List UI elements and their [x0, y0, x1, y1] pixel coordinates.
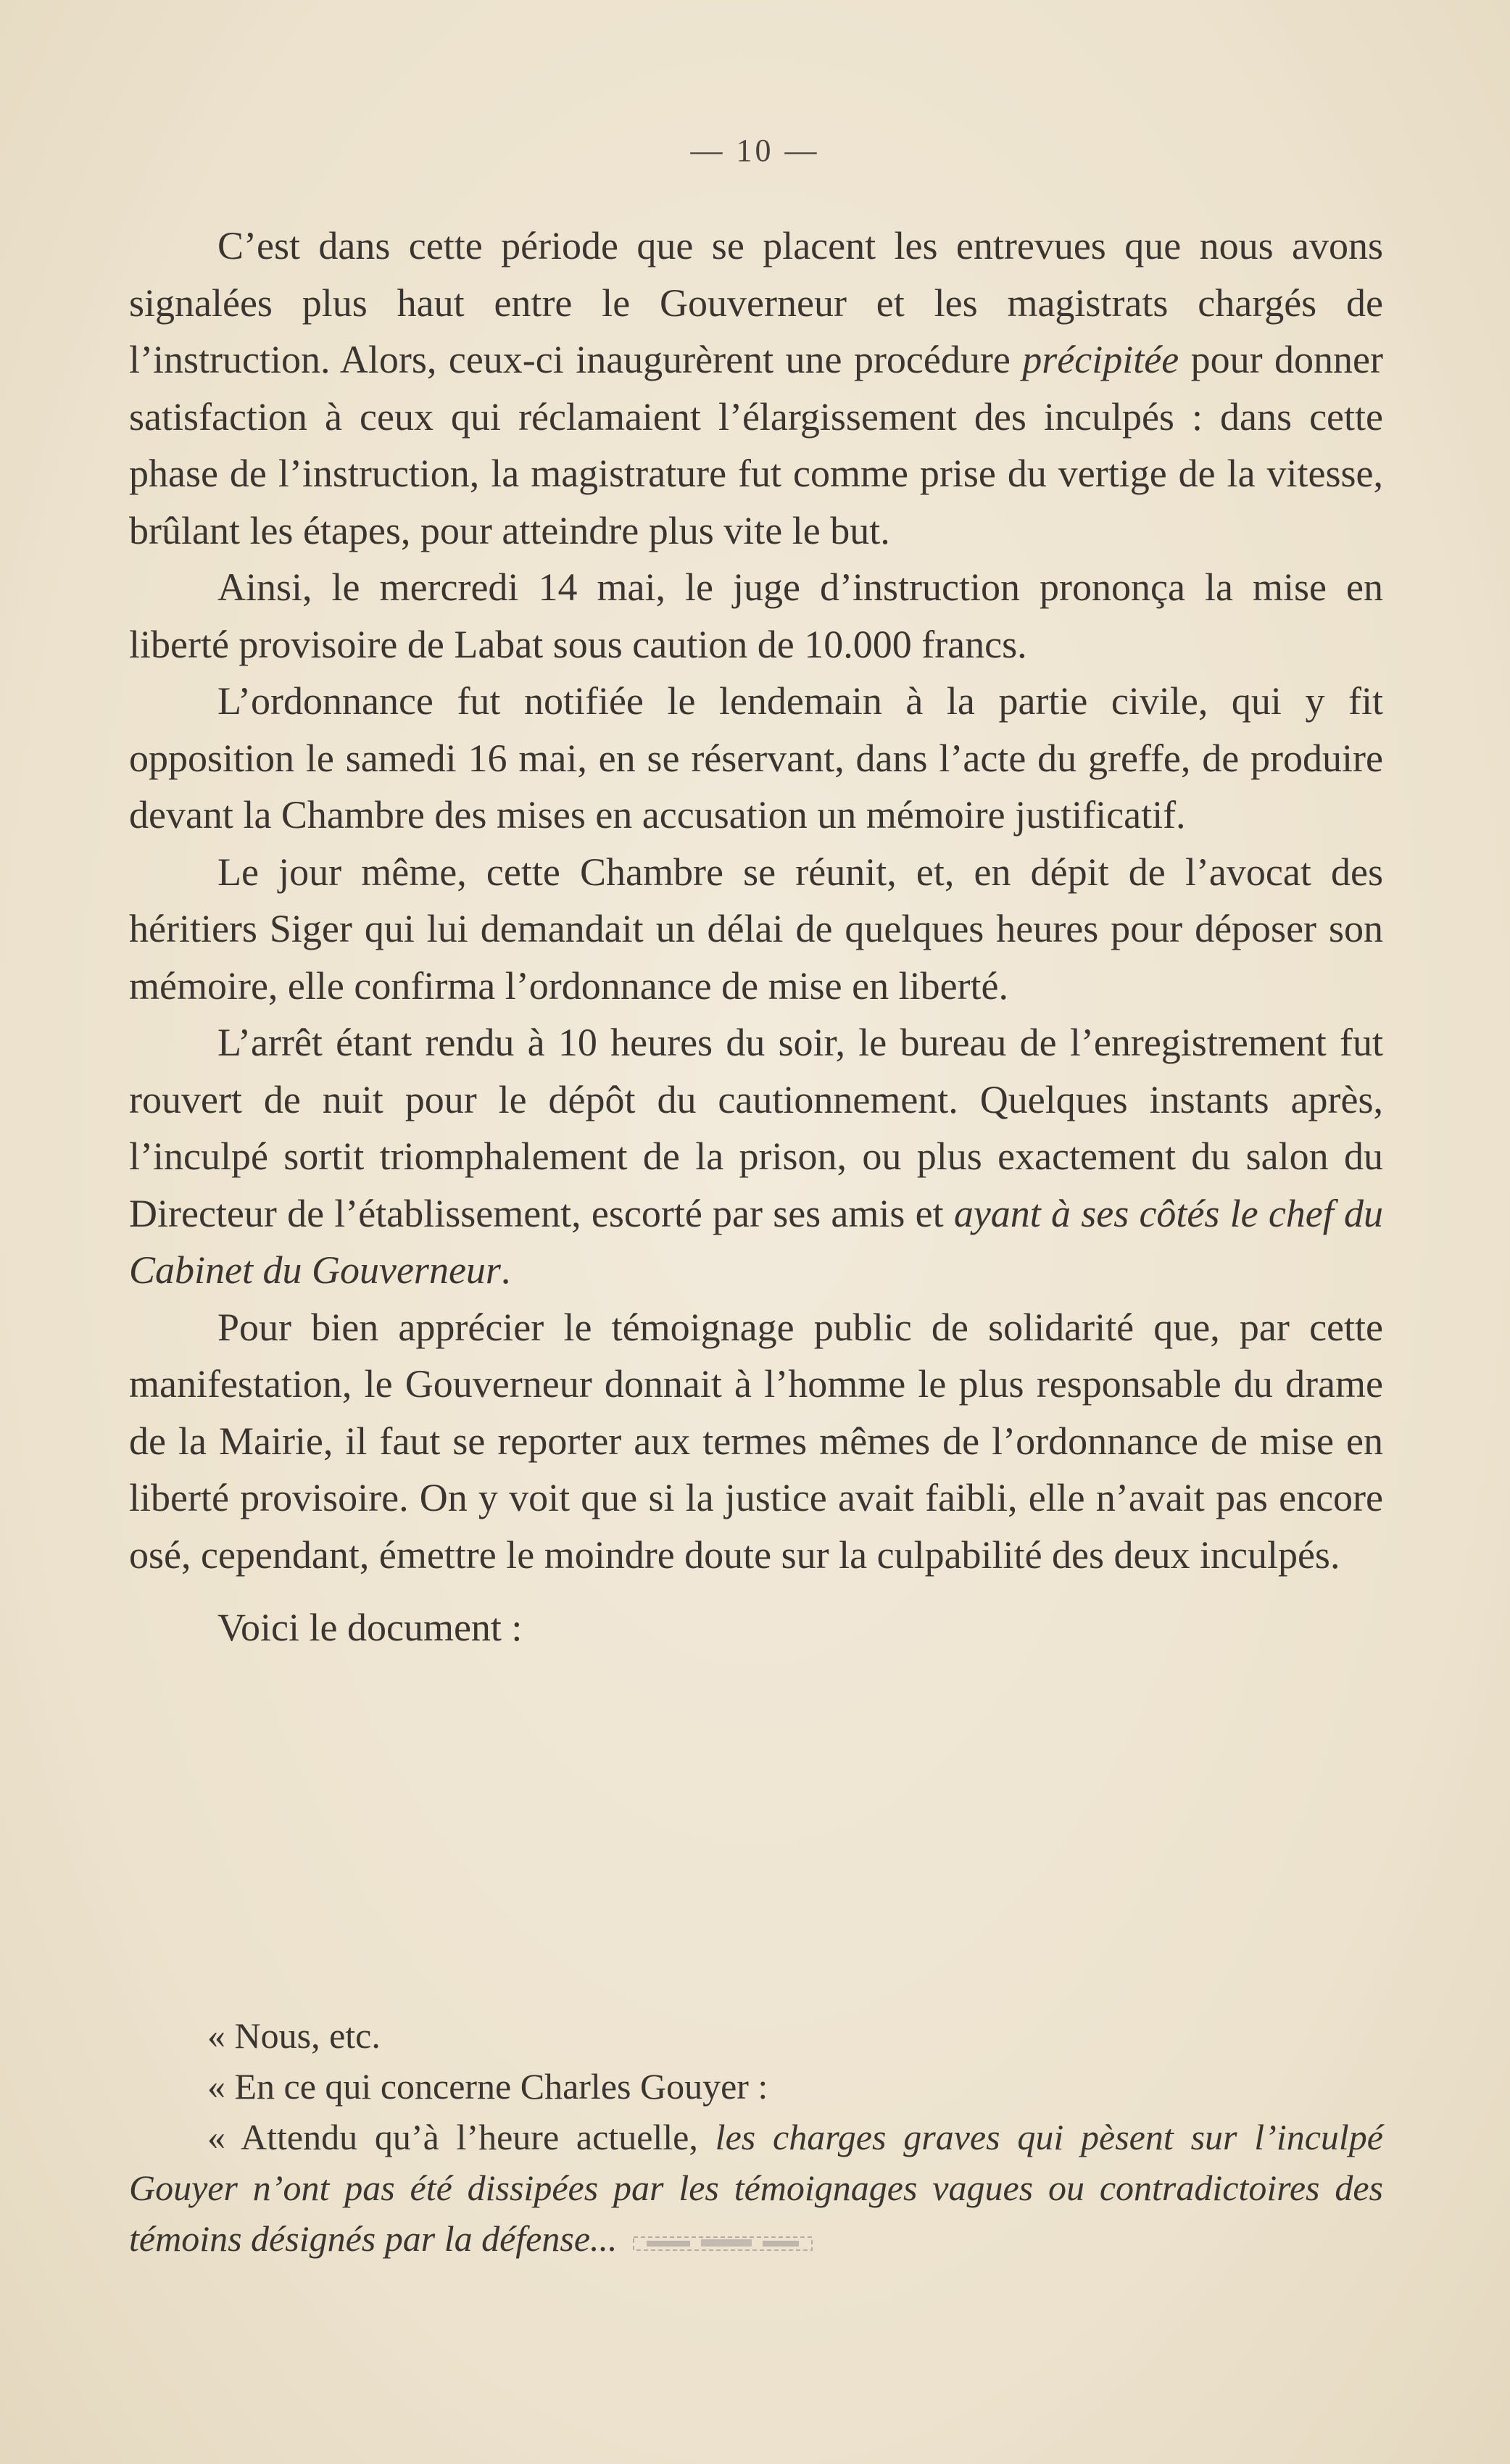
paragraph-2: Ainsi, le mercredi 14 mai, le juge d’instruction prononça la mise en liberté provisoire de Labat sous caution de 10.000 francs. [129, 565, 1383, 666]
paragraph-7: Voici le document : [217, 1606, 523, 1649]
page-number: — 10 — [690, 133, 820, 168]
emphasis-precipitee: précipitée [1022, 338, 1179, 381]
quote-line-1: « Nous, etc. [207, 2015, 381, 2056]
quoted-document [129, 2010, 1383, 2264]
paragraph-4: Le jour même, cette Chambre se réunit, et, en dépit de l’avocat des héritiers Siger qui lui demandait un délai de quelques heures pour déposer son mémoire, elle confirma l’ordonnance de mise en liberté. [129, 850, 1383, 1008]
paragraph-6: Pour bien apprécier le témoignage public de solidarité que, par cette manifestation, le Gouverneur donnait à l’homme le plus responsable du drame de la Mairie, il faut se reporter aux termes mêmes de l’ordonnance de mise en liberté provisoire. On y voit que si la justice avait faibli, elle n’avait pas encore osé, cependant, émettre le moindre doute sur la culpabilité des deux inculpés. [129, 1305, 1383, 1577]
paragraph-5: L’arrêt étant rendu à 10 heures du soir, le bureau de l’enregistrement fut rouvert de nuit pour le dépôt du cautionnement. Quelques instants après, l’inculpé sortit triomphalement de la prison, ou plus exactement du salon du Directeur de l’établissement, escorté par ses amis et ayant à ses côtés le chef du Cabinet du Gouverneur. [129, 1021, 1383, 1292]
quote-line-3: « Attendu qu’à l’heure actuelle, les charges graves qui pèsent sur l’inculpé Gouyer n’ont pas été dissipées par les témoignages vagues ou contradictoires des témoins désignés par la défense... [129, 2117, 1383, 2259]
library-stamp-icon [632, 2231, 813, 2254]
quote-line-2: « En ce qui concerne Charles Gouyer : [207, 2066, 768, 2107]
paragraph-3: L’ordonnance fut notifiée le lendemain à la partie civile, qui y fit opposition le samedi 16 mai, en se réservant, dans l’acte du greffe, de produire devant la Chambre des mises en accusation un mémoire justificatif. [129, 679, 1383, 837]
emphasis-chef-cabinet: ayant à ses côtés le chef du Cabinet du Gouverneur [129, 1191, 1383, 1292]
body-text [129, 217, 1383, 1656]
quote-emphasis: les charges graves qui pèsent sur l’inculpé Gouyer n’ont pas été dissipées par les témoignages vagues ou contradictoires des témoins désignés par la défense... [129, 2117, 1383, 2259]
paragraph-1: C’est dans cette période que se placent les entrevues que nous avons signalées plus haut entre le Gouverneur et les magistrats chargés de l’instruction. Alors, ceux-ci inaugurèrent une procédure précipitée pour donner satisfaction à ceux qui réclamaient l’élargissement des inculpés : dans cette phase de l’instruction, la magistrature fut comme prise du vertige de la vitesse, brûlant les étapes, pour atteindre plus vite le but. [129, 224, 1383, 552]
